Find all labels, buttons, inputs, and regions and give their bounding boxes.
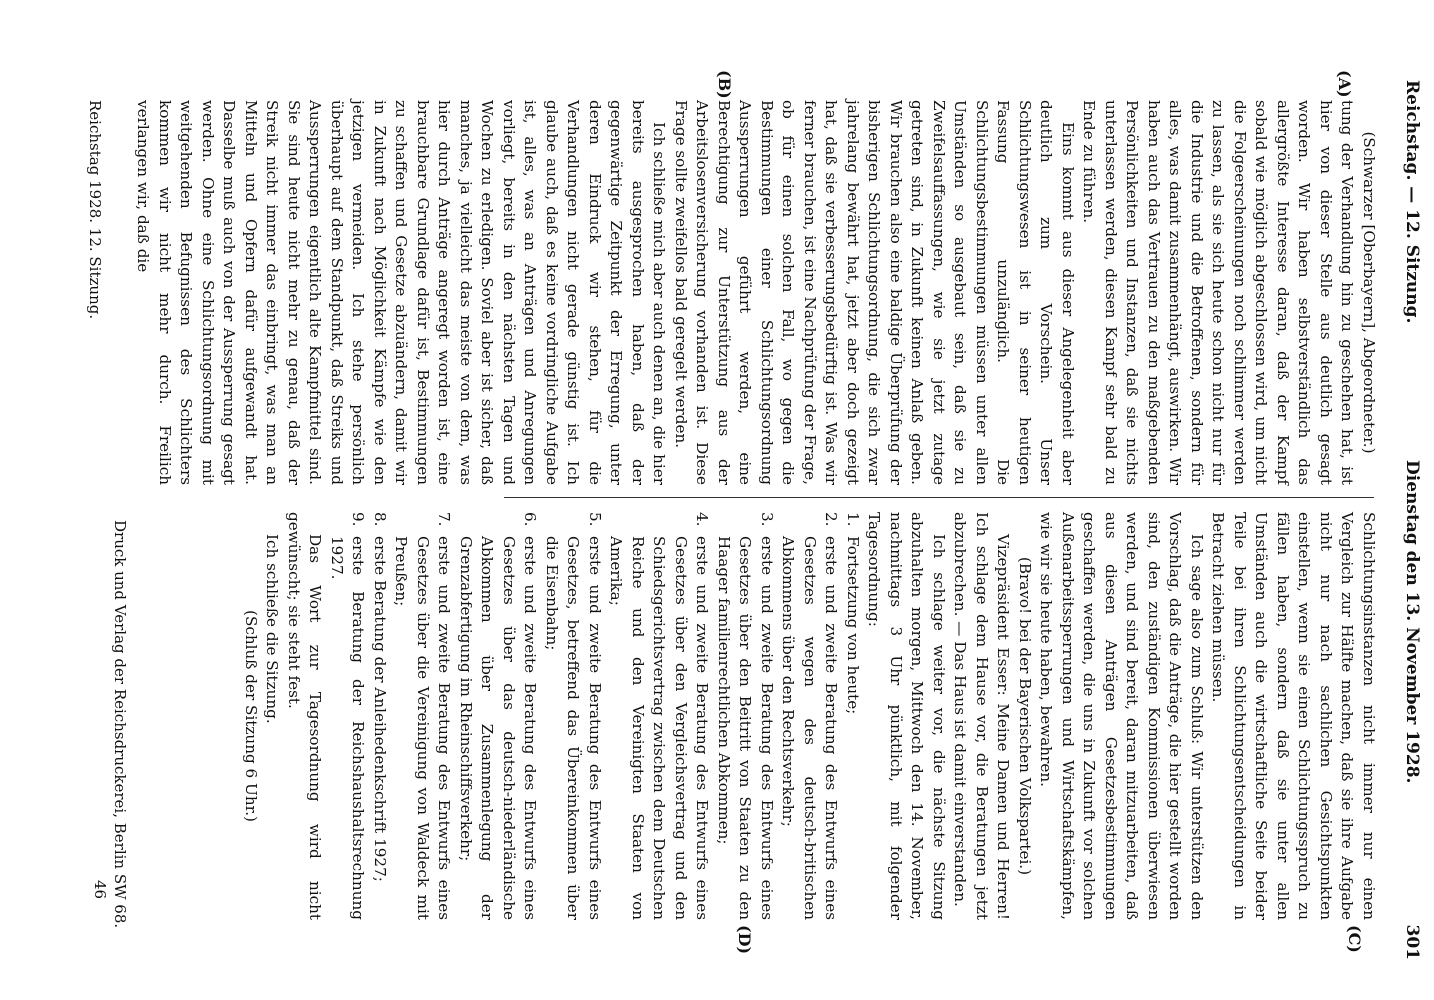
paragraph: tung der Verhandlung hin zu geschehen hat, ist hier von dieser Stelle aus deutlich gesagt worden. Wir haben selbstverständlich das allergrößte Interesse daran, daß der Kampf sobald wie möglich abgeschlossen wird, um nicht die Folgeerscheinungen noch schlimmer werden zu lassen, als sie sich heute schon nicht nur für die Industrie und die Betroffenen, sondern für alles, was damit zusammenhängt, auswirken. Wir haben auch das Vertrauen zu den maßgebenden Persönlichkeiten und Instanzen, daß sie nichts unterlassen werden, diesen Kampf sehr bald zu Ende zu führen. — [1080, 100, 1357, 485]
agenda-item: 8. erste Beratung der Anleihedenkschrift 1927; — [371, 512, 389, 882]
agenda-item: 3. erste und zweite Beratung des Entwurfs eines Gesetzes über den Beitritt von Staaten zu den Haager familienrechtlichen Abkommen; — [715, 512, 776, 920]
paragraph: Ich sage also zum Schluß: Wir unterstützen den Vorschlag, daß die Anträge, die hier gestellt worden sind, den zuständigen Kommissionen überwiesen werden, und sind bereit, daran mitzuarbeiten, daß aus diesen Anträgen Gesetzesbestimmungen geschaffen werden, die uns in Zukunft vor solchen Außenarbeitssperrungen und Wirtschaftskämpfen, wie wir sie heute haben, bewahren. — [1037, 512, 1206, 920]
margin-mark-a: (A) — [1335, 70, 1354, 98]
footer-printer: Druck und Verlag der Reichsdruckerei, Berlin SW 68. — [111, 520, 129, 929]
margin-mark-c: (C) — [1345, 925, 1364, 953]
footer-page-number: 46 — [91, 880, 109, 900]
paragraph: Eins kommt aus dieser Angelegenheit aber deutlich zum Vorschein. Unser Schlichtungswesen ist in seiner heutigen Fassung unzulänglich. Die Schlichtungsbestimmungen müssen unter allen Umständen so ausgebaut sein, daß sie zu Zweifelsauffassungen, wie sie jetzt zutage getreten sind, in Zukunft keinen Anlaß geben. Wir brauchen also eine baldige Überprüfung der bisherigen Schlichtungsordnung, die sich zwar jahrelang bewährt hat, jetzt aber doch gezeigt hat, daß sie verbesserungsbedürftig ist. Was wir ferner brauchen, ist eine Nachprüfung der Frage, ob für einen solchen Fall, wo gegen die Bestimmungen einer Schlichtungsordnung Aussperrungen geführt werden, eine Berechtigung zur Unterstützung aus der Arbeitslosenversicherung vorhanden ist. Diese Frage sollte zweifellos bald geregelt werden. — [672, 100, 1077, 485]
agenda-item: 1. Fortsetzung von heute; — [844, 512, 862, 715]
vice-president-speech: Vizepräsident Esser: Meine Damen und Herren! Ich schlage dem Hause vor, die Beratungen jetzt abzubrechen. — Das Haus ist damit einverstanden. — [951, 512, 1013, 920]
vice-president-speech: Ich schlage weiter vor, die nächste Sitzung abzuhalten morgen, Mittwoch den 14. November, nachmittags 3 Uhr pünktlich, mit folgender Tagesordnung: — [865, 512, 948, 920]
session-end-note: (Schluß der Sitzung 6 Uhr.) — [242, 610, 260, 822]
margin-mark-b: (B) — [715, 70, 734, 99]
agenda-item: 4. erste und zweite Beratung des Entwurfs eines Gesetzes über den Vergleichsvertrag und den Schiedsgerichtsvertrag zwischen dem Deutschen Reiche und den Vereinigten Staaten von Amerika; — [607, 512, 712, 920]
header-left: Reichstag. — 12. Sitzung. — [1402, 80, 1422, 324]
paragraph: Schlichtungsinstanzen nicht immer nur einen Vergleich zur Hälfte machen, daß sie ihre Aufgabe nicht nur nach sachlichen Gesichtspunkten einstellen, wenn sie einen Schlichtungsspruch zu fällen haben, sondern daß sie unter allen Umständen auch die wirtschaftliche Seite beider Teile bei ihren Schlichtungsentscheidungen in Betracht ziehen müssen. — [1209, 512, 1378, 920]
paragraph: Ich schließe mich aber auch denen an, die hier bereits ausgesprochen haben, daß der gegenwärtige Zeitpunkt der Erregung, unter deren Eindruck wir stehen, für die Verhandlungen nicht gerade günstig ist. Ich glaube auch, daß es keine vordringliche Aufgabe ist, alles, was an Anträgen und Anregungen vorliegt, bereits in den nächsten Tagen und Wochen zu erledigen. Soviel aber ist sicher, daß manches, ja vielleicht das meiste von dem, was hier durch Anträge angeregt worden ist, eine brauchbare Grundlage dafür ist, Bestimmungen zu schaffen und Gesetze abzuändern, damit wir in Zukunft nach Möglichkeit Kämpfe wie den jetzigen vermeiden. Ich stehe persönlich überhaupt auf dem Standpunkt, daß Streiks und Aussperrungen eigentlich alte Kampfmittel sind. Sie sind heute nicht mehr zu genau, daß der Streik nicht immer das einbringt, was man an Mitteln und Opfern dafür aufgewandt hat. Dasselbe muß auch von der Aussperrung gesagt werden. Ohne eine Schlichtungsordnung mit weitgehenden Befugnissen des Schlichters kommen wir nicht mehr durch. Freilich verlangen wir, daß die — [134, 100, 669, 485]
agenda-list — [326, 512, 864, 920]
right-column — [240, 512, 1380, 920]
header-page-number: 301 — [1402, 924, 1422, 960]
speaker-line: (Schwarzer [Oberbayern], Abgeordneter.) — [1360, 131, 1378, 454]
digitization-note — [1418, 560, 1432, 1000]
header-date: Dienstag den 13. November 1928. — [1402, 460, 1422, 784]
agenda-item: 7. erste und zweite Beratung des Entwurfs eines Gesetzes über die Vereinigung von Waldeck mit Preußen; — [392, 512, 454, 920]
agenda-item: 2. erste und zweite Beratung des Entwurfs eines Gesetzes wegen des deutsch-britischen Abkommens über den Rechtsverkehr; — [779, 512, 841, 920]
margin-mark-d: (D) — [735, 925, 754, 955]
agenda-item: 5. erste und zweite Beratung des Entwurfs eines Gesetzes, betreffend das Übereinkommen über die Eisenbahn; — [543, 512, 604, 920]
footer-left: Reichstag 1928. 12. Sitzung. — [86, 100, 104, 320]
agenda-item: 6. erste und zweite Beratung des Entwurfs eines Gesetzes über das deutsch-niederländische Abkommen über Zusammenlegung der Grenzabfertigung im Rheinschiffsverkehr; — [457, 512, 540, 920]
closing-text: Das Wort zur Tagesordnung wird nicht gewünscht; sie steht fest. — [285, 512, 325, 920]
closing-text: Ich schließe die Sitzung. — [263, 534, 282, 724]
column-divider — [504, 497, 1374, 498]
agenda-item: 9. erste Beratung der Reichshaushaltsrechnung 1927. — [328, 512, 368, 920]
applause-note: (Bravo! bei der Bayerischen Volkspartei.) — [1016, 556, 1034, 876]
left-column — [132, 100, 1379, 485]
